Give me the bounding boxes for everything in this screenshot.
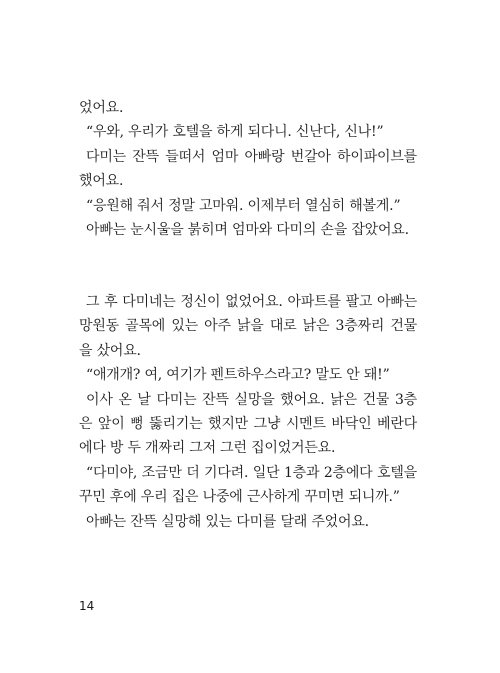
text-line: 은 앞이 뻥 뚫리기는 했지만 그냥 시멘트 바닥인 베란다 [79,415,417,432]
text-line: 었어요. [79,100,124,116]
page-number: 14 [79,599,95,613]
text-line: 아빠는 눈시울을 붉히며 엄마와 다미의 손을 잡았어요. [86,221,409,238]
text-line: “응원해 줘서 정말 고마워. 이제부터 열심히 해볼게.” [86,197,401,214]
text-section-top [79,96,417,242]
text-line: “애개개? 여, 여기가 펜트하우스라고? 말도 안 돼!” [86,367,390,384]
text-line: 이사 온 날 다미는 잔뜩 실망을 했어요. 낡은 건물 3층 [86,391,417,408]
text-line: “다미야, 조금만 더 기다려. 일단 1층과 2층에다 호텔을 [86,464,417,481]
text-line: 을 샀어요. [79,342,141,359]
text-line: 망원동 골목에 있는 아주 낡을 대로 낡은 3층짜리 건물 [79,318,417,335]
text-line: 했어요. [79,173,124,190]
text-line: 꾸민 후에 우리 집은 나중에 근사하게 꾸미면 되니까.” [79,489,400,506]
text-line: “우와, 우리가 호텔을 하게 되다니. 신난다, 신나!” [86,124,384,141]
text-line: 그 후 다미네는 정신이 없었어요. 아파트를 팔고 아빠는 [86,294,417,310]
text-line: 아빠는 잔뜩 실망해 있는 다미를 달래 주었어요. [86,513,369,530]
text-line: 에다 방 두 개짜리 그저 그런 집이었거든요. [79,440,336,457]
text-line: 다미는 잔뜩 들떠서 엄마 아빠랑 번갈아 하이파이브를 [86,148,417,165]
text-section-bottom [79,290,417,534]
